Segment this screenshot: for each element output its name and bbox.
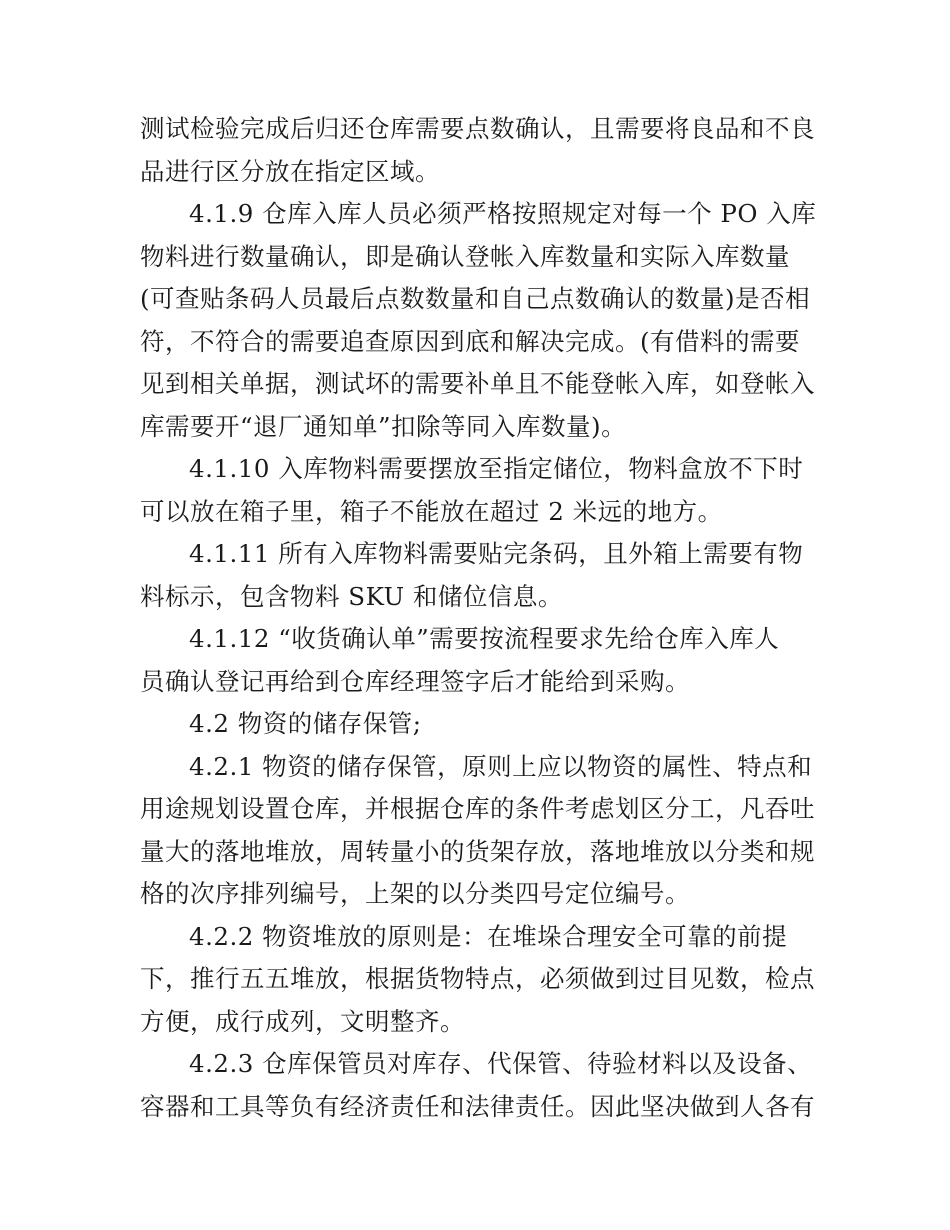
text-line: 方便，成行成列，文明整齐。 bbox=[140, 1006, 465, 1036]
section-4-1-10: 4.1.10 入库物料需要摆放至指定储位，物料盒放不下时 bbox=[189, 454, 804, 483]
text-line: 用途规划设置仓库，并根据仓库的条件考虑划区分工，凡吞吐 bbox=[140, 794, 815, 823]
text-line: 格的次序排列编号，上架的以分类四号定位编号。 bbox=[140, 879, 690, 908]
section-4-2-1: 4.2.1 物资的储存保管，原则上应以物资的属性、特点和 bbox=[189, 751, 813, 781]
text-line: 下，推行五五堆放，根据货物特点，必须做到过目见数，检点 bbox=[140, 964, 815, 993]
section-4-1-9: 4.1.9 仓库入库人员必须严格按照规定对每一个 PO 入库 bbox=[189, 199, 817, 228]
text-line: 容器和工具等负有经济责任和法律责任。因此坚决做到人各有 bbox=[140, 1091, 815, 1121]
text-line: 见到相关单据，测试坏的需要补单且不能登帐入库，如登帐入 bbox=[140, 369, 815, 398]
section-4-2-2: 4.2.2 物资堆放的原则是：在堆垛合理安全可靠的前提 bbox=[189, 921, 788, 951]
text-line: 可以放在箱子里，箱子不能放在超过 2 米远的地方。 bbox=[140, 496, 723, 526]
section-heading-4-2: 4.2 物资的储存保管; bbox=[189, 709, 422, 738]
body-text bbox=[140, 108, 820, 1128]
text-line: 量大的落地堆放，周转量小的货架存放，落地堆放以分类和规 bbox=[140, 836, 815, 866]
text-line: 库需要开“退厂通知单”扣除等同入库数量)。 bbox=[140, 411, 627, 441]
section-4-1-11: 4.1.11 所有入库物料需要贴完条码，且外箱上需要有物 bbox=[189, 539, 804, 568]
section-4-2-3: 4.2.3 仓库保管员对库存、代保管、待验材料以及设备、 bbox=[189, 1049, 813, 1078]
text-line: 测试检验完成后归还仓库需要点数确认，且需要将良品和不良 bbox=[140, 114, 815, 143]
text-line: 品进行区分放在指定区域。 bbox=[140, 156, 440, 186]
section-4-1-12: 4.1.12 “收货确认单”需要按流程要求先给仓库入库人 bbox=[189, 624, 780, 653]
text-line: 物料进行数量确认，即是确认登帐入库数量和实际入库数量 bbox=[140, 241, 790, 271]
text-line: 符，不符合的需要追查原因到底和解决完成。(有借料的需要 bbox=[140, 326, 801, 356]
text-line: (可查贴条码人员最后点数数量和自己点数确认的数量)是否相 bbox=[140, 284, 811, 313]
text-line: 料标示，包含物料 SKU 和储位信息。 bbox=[140, 581, 563, 611]
text-line: 员确认登记再给到仓库经理签字后才能给到采购。 bbox=[140, 666, 690, 696]
